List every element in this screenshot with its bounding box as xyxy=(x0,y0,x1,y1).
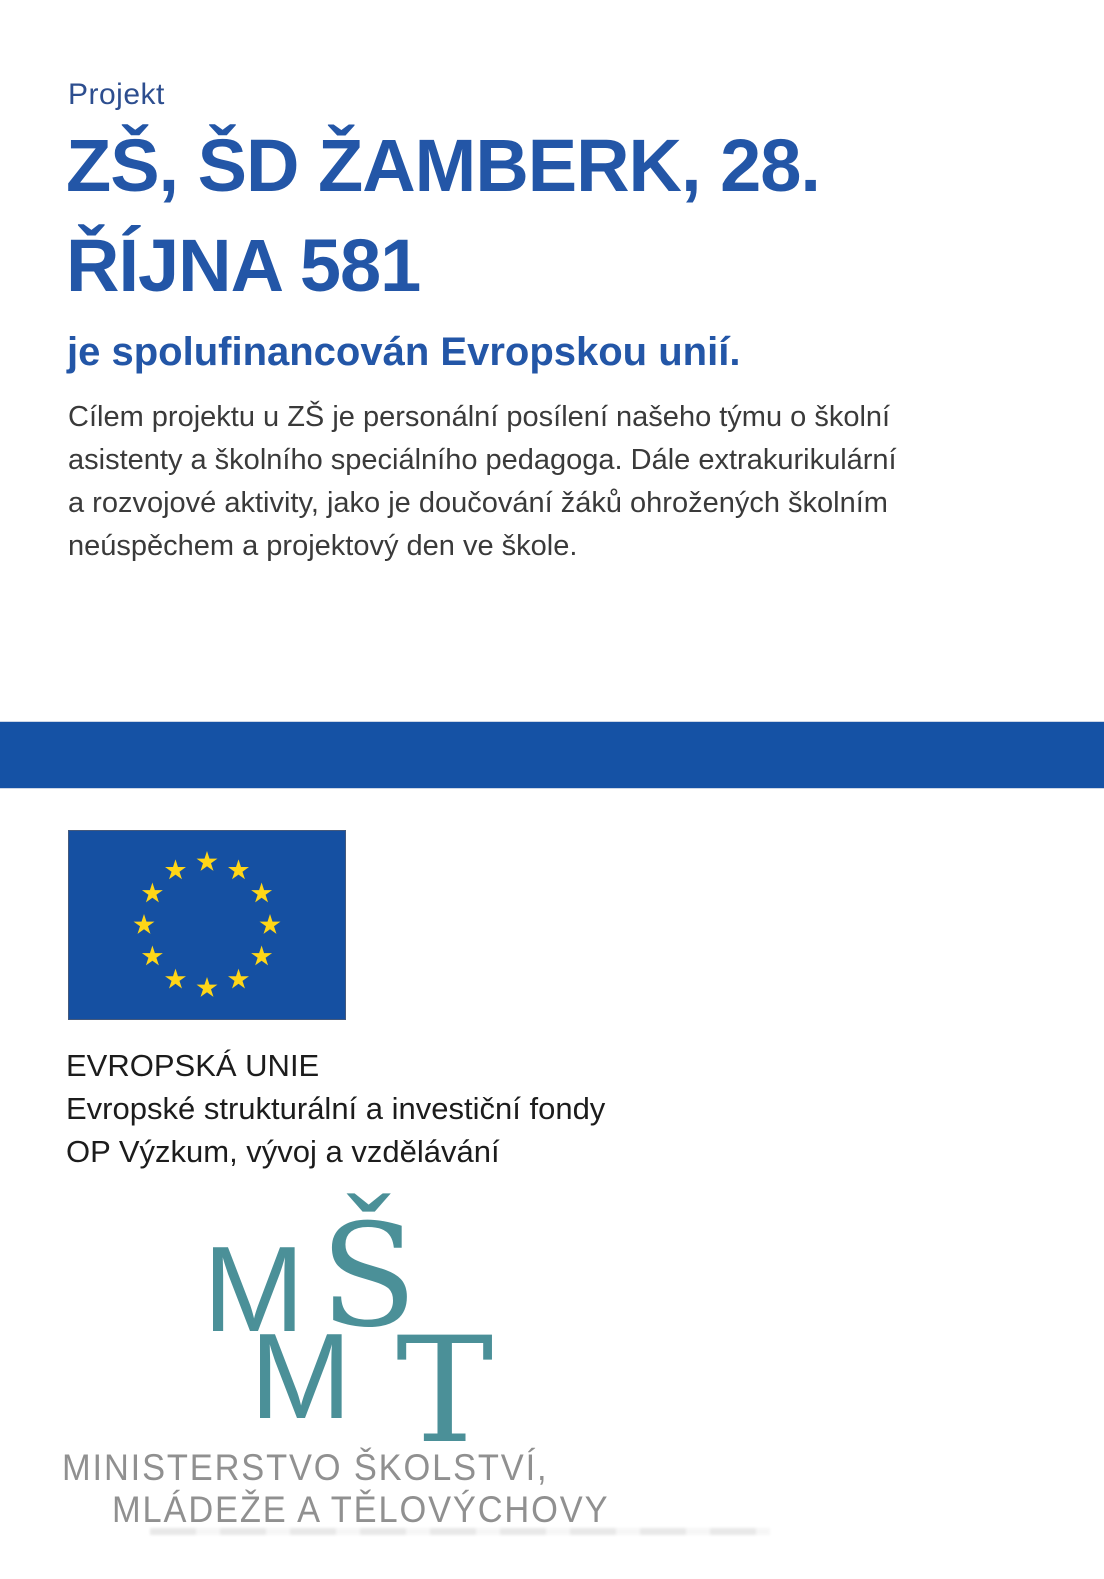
project-kicker: Projekt xyxy=(68,78,165,111)
msmt-monogram-letter: M xyxy=(203,1221,305,1357)
eu-funds-label: Evropské strukturální a investiční fondy xyxy=(66,1091,606,1126)
eu-union-label: EVROPSKÁ UNIE xyxy=(66,1048,320,1083)
divider-bar xyxy=(0,721,1104,789)
project-description xyxy=(68,396,897,568)
project-title-line-1: ZŠ, ŠD ŽAMBERK, 28. xyxy=(66,124,820,207)
cofinancing-subtitle: je spolufinancován Evropskou unií. xyxy=(67,330,741,374)
ministry-name-line-2: MLÁDEŽE A TĚLOVÝCHOVY xyxy=(112,1489,610,1530)
description-line: asistenty a školního speciálního pedagoga. Dále extrakurikulární xyxy=(68,444,897,476)
msmt-monogram-letter: M xyxy=(250,1308,352,1444)
project-title-line-2: ŘÍJNA 581 xyxy=(66,224,421,307)
description-line: neúspěchem a projektový den ve škole. xyxy=(68,530,578,562)
msmt-monogram-letter: T xyxy=(396,1306,494,1476)
project-title xyxy=(66,116,820,316)
description-line: Cílem projektu u ZŠ je personální posílení našeho týmu o školní xyxy=(68,401,891,433)
print-artifact xyxy=(150,1528,770,1535)
description-line: a rozvojové aktivity, jako je doučování žáků ohrožených školním xyxy=(68,487,888,519)
ministry-name-line-1: MINISTERSTVO ŠKOLSTVÍ, xyxy=(62,1447,549,1488)
op-program-label: OP Výzkum, vývoj a vzdělávání xyxy=(66,1134,500,1169)
msmt-monogram-letter: Š xyxy=(320,1194,418,1359)
eu-flag-icon xyxy=(68,830,346,1020)
eu-funding-text xyxy=(66,1044,605,1173)
